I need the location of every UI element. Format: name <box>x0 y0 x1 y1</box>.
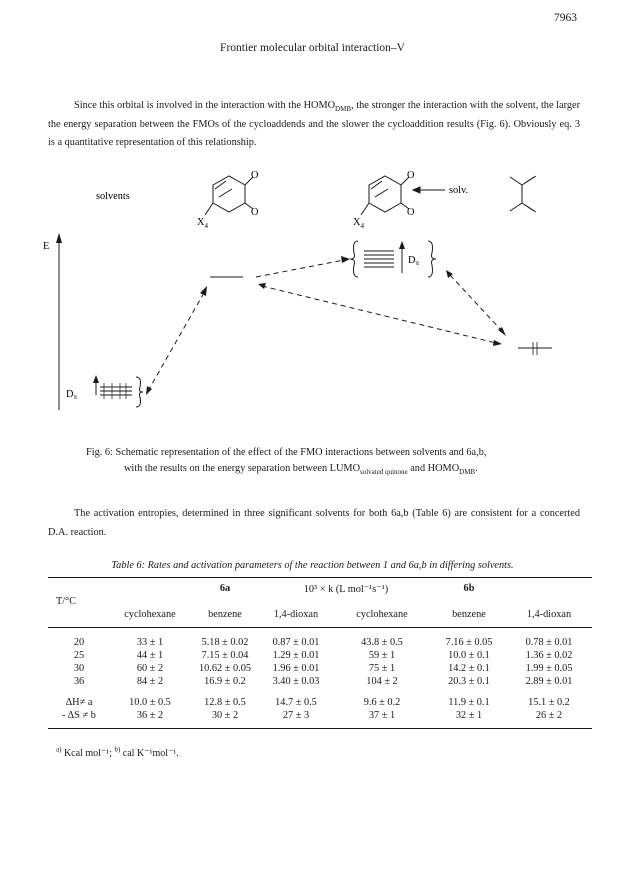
header-solvent: 1,4-dioxan <box>506 608 592 628</box>
fmo-diagram <box>0 165 625 435</box>
homo-dmb-level <box>518 342 552 355</box>
solvent-levels <box>93 375 143 407</box>
energy-axis-label: E <box>43 241 50 252</box>
oxygen-label-1: O <box>251 170 259 181</box>
ds-label: - ΔS ≠ b <box>48 709 110 729</box>
header-solvent: benzene <box>432 608 506 628</box>
table-header-row-1 <box>48 578 592 596</box>
oxygen-label-2: O <box>251 207 259 218</box>
header-6b: 6b <box>432 578 506 596</box>
table-row-ds: - ΔS ≠ b 36 ± 2 30 ± 2 27 ± 3 37 ± 1 32 ± 1 26 ± 2 <box>48 709 592 729</box>
running-head: Frontier molecular orbital interaction–V <box>220 42 405 54</box>
dh-label: ΔH≠ a <box>65 697 93 708</box>
header-rate: 10³ × k (L mol⁻¹s⁻¹) <box>260 578 432 596</box>
table-title: Table 6: Rates and activation parameters of the reaction between 1 and 6a,b in differing solvents. <box>111 560 514 571</box>
quinone-structure-left <box>205 176 253 215</box>
header-temp: T/°C <box>56 596 77 607</box>
paragraph-1-sub: DMB <box>335 105 351 114</box>
table-row: 20 33 ± 1 5.18 ± 0.02 0.87 ± 0.01 43.8 ± 0.5 7.16 ± 0.05 0.78 ± 0.01 <box>73 637 573 648</box>
energy-axis <box>56 233 62 410</box>
x4-label-left: $X_4$ <box>197 217 208 230</box>
header-solvent: 1,4-dioxan <box>260 608 332 628</box>
paragraph-1-part-a: Since this orbital is involved in the interaction with the HOMO <box>74 100 336 111</box>
figure-caption <box>86 445 586 477</box>
paragraph-1-part-b: , the stronger the interaction with the solvent, the larger the energy separation between the FMOs of the cycloaddends and the slower the cycloaddition results (Fig. 6). Obviously eq. 3 is a quantitative representation of this relationship. <box>48 100 580 148</box>
paragraph-1 <box>48 97 580 153</box>
solv-label: solv. <box>449 185 469 196</box>
header-6a: 6a <box>190 578 260 596</box>
dpi-label-bottom: Dπ <box>66 389 77 401</box>
table-row: 30 60 ± 2 10.62 ± 0.05 1.96 ± 0.01 75 ± 1 14.2 ± 0.1 1.99 ± 0.05 <box>73 663 573 674</box>
interaction-arrows <box>148 260 502 391</box>
diene-structure <box>510 176 536 212</box>
solvated-quinone-levels <box>350 241 436 277</box>
table-header-row-temp <box>48 595 592 608</box>
header-solvent: cyclohexane <box>110 608 190 628</box>
x4-label-right: $X_4$ <box>353 217 364 230</box>
page-number: 7963 <box>554 12 577 24</box>
solvents-label: solvents <box>96 191 130 202</box>
table-footnote: $^{a)}$ Kcal mol⁻¹; $^{b)}$ cal K⁻¹mol⁻¹. <box>56 745 179 759</box>
table-row-dh: ΔH≠ a 10.0 ± 0.5 12.8 ± 0.5 14.7 ± 0.5 9.6 ± 0.2 11.9 ± 0.1 15.1 ± 0.2 <box>48 696 592 709</box>
table-header-row-2 <box>48 608 592 628</box>
paragraph-2: The activation entropies, determined in three significant solvents for both 6a,b (Table 6) are consistent for a concerted D.A. reaction. <box>48 508 580 538</box>
dpi-label-top: Dπ <box>408 255 419 267</box>
table-row: 36 84 ± 2 16.9 ± 0.2 3.40 ± 0.03 104 ± 2 20.3 ± 0.1 2.89 ± 0.01 <box>73 676 573 687</box>
table-row: 25 44 ± 1 7.15 ± 0.04 1.29 ± 0.01 59 ± 1 10.0 ± 0.1 1.36 ± 0.02 <box>73 650 573 661</box>
header-solvent: cyclohexane <box>332 608 432 628</box>
caption-line-2: with the results on the energy separation between $LUMO_{solvated quinone}$ and $HOMO_{DMB}$. <box>124 463 478 477</box>
oxygen-label-3: O <box>407 170 415 181</box>
quinone-structure-right <box>361 176 445 215</box>
caption-line-1: Fig. 6: Schematic representation of the effect of the FMO interactions between solvents and 6a,b, <box>86 447 487 458</box>
rates-table <box>48 577 592 729</box>
header-solvent: benzene <box>190 608 260 628</box>
oxygen-label-4: O <box>407 207 415 218</box>
